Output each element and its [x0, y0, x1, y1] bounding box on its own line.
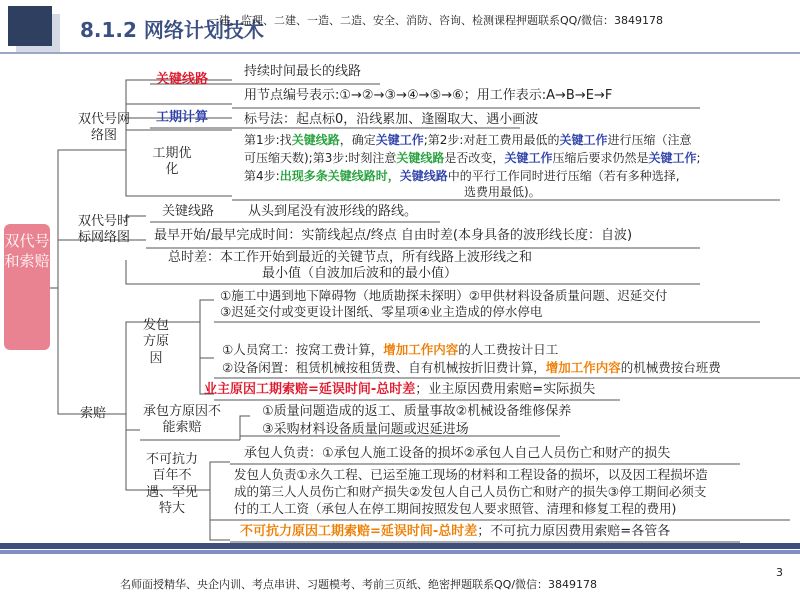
contractor-reason-label: 承包方原因不能索赔: [142, 404, 221, 436]
footer-bar: [0, 543, 800, 549]
contractor-items-2: ③采购材料设备质量问题或迟延进场: [262, 422, 469, 437]
force-majeure-employer-1: 发包人负责①永久工程、已运至施工现场的材料和工程设备的损坏，以及因工程损坏造: [234, 467, 708, 482]
force-majeure-contractor: 承包人负责：①承包人施工设备的损坏②承包人自己人员伤亡和财产的损失: [244, 446, 671, 461]
timescale-earliest: 最早开始/最早完成时间：实箭线起点/终点 自由时差(本身具备的波形线长度：自波): [154, 228, 633, 243]
footer-text: 名师面授精华、央企内训、考点串讲、习题模考、考前三页纸、绝密押题联系QQ/微信：3849178: [120, 578, 598, 591]
footer-bar-accent: [0, 550, 800, 554]
timescale-total-float-1: 总时差：本工作开始到最近的关键节点，所有线路上波形线之和: [168, 250, 533, 265]
employer-reason-label: 发包方原因: [142, 318, 169, 366]
employer-idle-2: ②设备闲置：租赁机械按租赁费、自有机械按折旧费计算，增加工作内容的机械费按台班费: [222, 360, 721, 375]
timescale-total-float-2: 最小值（自波加后波和的最小值）: [262, 266, 458, 281]
root-node-label: 双代号和索赔: [4, 232, 50, 270]
branch-claim-label: 索赔: [80, 406, 107, 421]
optimize-step-line-1: 第1步:找关键线路，确定关键工作;第2步:对赶工费用最低的关键工作进行压缩（注意: [244, 133, 692, 147]
header-notice: 一建、监理、二建、一造、二造、安全、消防、咨询、检测课程押题联系QQ/微信：3849178: [208, 14, 664, 27]
branch-network-label: 双代号网络图: [77, 112, 130, 144]
employer-items-1: ①施工中遇到地下障碍物（地质勘探未探明）②甲供材料设备质量问题、迟延交付: [220, 288, 668, 303]
employer-items-2: ③迟延交付或变更设计图纸、零星项④业主造成的停水停电: [220, 304, 543, 319]
duration-desc: 标号法：起点标0，沿线累加、逢圈取大、遇小画波: [244, 112, 539, 127]
employer-rule: 业主原因工期索赔=延误时间-总时差；业主原因费用索赔=实际损失: [204, 382, 596, 397]
force-majeure-rule: 不可抗力原因工期索赔=延误时间-总时差；不可抗力原因费用索赔=各管各: [240, 524, 671, 539]
critical-path-notation: 用节点编号表示:①→②→③→④→⑤→⑥；用工作表示:A→B→E→F: [244, 88, 613, 103]
employer-idle-1: ①人员窝工：按窝工费计算，增加工作内容的人工费按计日工: [222, 342, 559, 357]
optimize-step-line-2: 可压缩天数);第3步:时刻注意关键线路是否改变，关键工作压缩后要求仍然是关键工作;: [244, 151, 701, 165]
page-number: 3: [776, 566, 783, 579]
duration-key: 工期计算: [156, 110, 209, 125]
critical-path-desc: 持续时间最长的线路: [244, 64, 362, 79]
optimize-label: 工期优化: [152, 146, 192, 178]
page-title: 8.1.2 网络计划技术: [80, 18, 264, 42]
force-majeure-employer-3: 付的工人工资（承包人在停工期间按照发包人要求照管、清理和修复工程的费用): [234, 501, 677, 516]
timescale-critical-key: 关键线路: [162, 204, 215, 219]
optimize-step-line-4: 选费用最低)。: [464, 185, 541, 199]
optimize-step-line-3: 第4步:出现多条关键线路时，关键线路中的平行工作同时进行压缩（若有多种选择,: [244, 169, 680, 183]
contractor-items-1: ①质量问题造成的返工、质量事故②机械设备维修保养: [262, 404, 572, 419]
branch-timescale-label: 双代号时标网络图: [77, 214, 130, 246]
force-majeure-label: 不可抗力百年不遇、罕见特大: [145, 452, 198, 516]
force-majeure-employer-2: 成的第三人人员伤亡和财产损失②发包人自己人员伤亡和财产的损失③停工期间必须支: [234, 484, 707, 499]
critical-path-key: 关键线路: [156, 72, 209, 87]
timescale-critical-desc: 从头到尾没有波形线的路线。: [248, 204, 418, 219]
